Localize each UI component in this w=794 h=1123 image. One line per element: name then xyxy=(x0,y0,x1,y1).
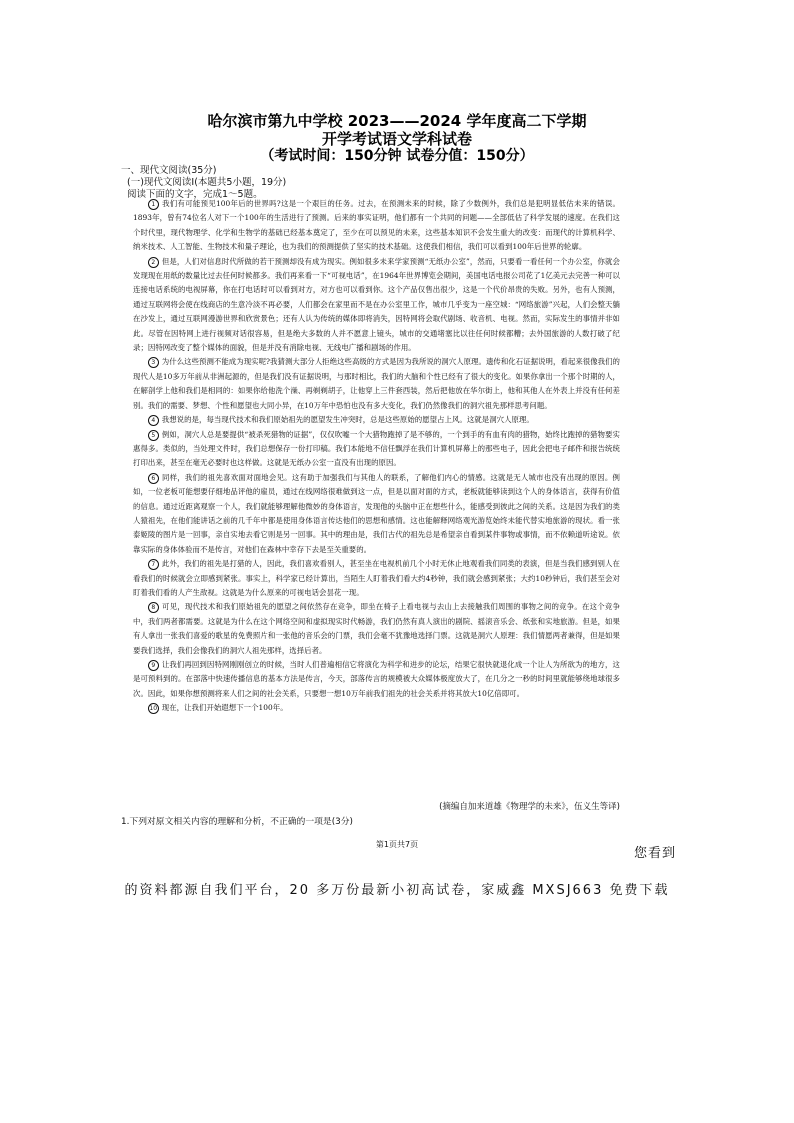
paragraph-number: 6 xyxy=(148,473,159,484)
paragraph-text: 同样，我们的祖先喜欢面对面地会见。这有助于加强我们与其他人的联系，了解他们内心的情感。这就是无人城市也没有出现的原因。例如，一位老板可能想要仔细地品评他的雇员，通过在线网络很难做到这一点，但是以面对面的方式，老板就能够读到这个人的身体语言，获得有价值的信息。通过近距离观察一个人，我们就能够理解他微妙的身体语言，发现他的头脑中正在想些什么，能感受到彼此之间的关系。这是因为我们的类人猿祖先，在他们能讲话之前的几千年中都是使用身体语言传达他们的思想和感情。这也能解释网络观光游览始终未能代替实地旅游的现状。看一张泰姬陵的图片是一回事，亲自实地去看它则是另一回事。其中的理由是，我们古代的祖先总是希望亲自看到某件事物或事情，而不依赖道听途说。依靠实际的身体体验而不是传言，对他们在森林中幸存下去是至关重要的。 xyxy=(133,472,620,554)
paragraph-number: 8 xyxy=(148,602,159,613)
paragraph-text: 我想说的是，每当现代技术和我们原始祖先的愿望发生冲突时，总是这些原始的愿望占上风。这就是洞穴人原理。 xyxy=(161,415,534,425)
paragraph-number: 7 xyxy=(148,559,159,570)
paragraph-text: 此外，我们的祖先是打猎的人，因此，我们喜欢看别人，甚至坐在电视机前几个小时无休止地观看我们同类的表演，但是当我们感到别人在看我们的时候就会立即感到紧张。事实上，科学家已经计算出，当陌生人盯着我们看大约4秒钟，我们就会感到紧张；大约10秒钟后，我们甚至会对盯着我们看的人产生敌视。这就是为什么原来的可视电话会昙花一现。 xyxy=(133,559,620,597)
section-heading: 一、现代文阅读(35分) xyxy=(121,165,217,176)
exam-info: （考试时间：150分钟 试卷分值：150分） xyxy=(260,148,534,164)
paragraph-number: 1 xyxy=(148,199,159,210)
promo-text-right: 您看到 xyxy=(634,846,677,861)
question-1: 1.下列对原文相关内容的理解和分析，不正确的一项是(3分) xyxy=(121,817,353,827)
paragraph-text: 为什么这些预测不能成为现实呢?我猜测大部分人拒绝这些高级的方式是因为我所说的洞穴人原理。遗传和化石证据说明，看起来很像我们的现代人是10多万年前从非洲起源的，但是我们没有证据说明，与那时相比，我们的大脑和个性已经有了很大的变化。如果你拿出一个那个时期的人，在解剖学上他和我们是相同的：如果你给他洗个澡、再剃剃胡子，让他穿上三件套西装，然后把他放在华尔街上，他和其他人在外表上并没有任何差别。我们的需要、梦想、个性和愿望也大同小异，在10万年中恐怕也没有多大变化，我们仍然像我们的洞穴祖先那样思考问题。 xyxy=(133,357,620,410)
paragraph-2 xyxy=(133,255,620,356)
paragraph-8 xyxy=(133,600,620,658)
promo-text-line: 的资料都源自我们平台，20 多万份最新小初高试卷，家威鑫 MXSJ663 免费下载 xyxy=(124,883,670,898)
paragraph-4 xyxy=(133,413,620,427)
passage-body xyxy=(133,197,620,716)
exam-title-line2: 开学考试语文学科试卷 xyxy=(321,130,472,148)
paragraph-text: 但是，人们对信息时代所做的若干预测却没有成为现实。例如很多未来学家预测“无纸办公室”，然而，只要看一看任何一个办公室，你就会发现现在用纸的数量比过去任何时候都多。我们再来看一下“可视电话”，在1964年世界博览会期间，美国电话电报公司花了1亿美元去完善一种可以连接电话系统的电视屏幕，你在打电话时可以看到对方，对方也可以看到你。这个产品仅售出很少，这是一个代价昂贵的失败。另外，也有人预测，通过互联网将会使在线商店的生意冷淡不再必要，人们都会在家里而不是在办公室里工作，城市几乎变为一座空城：“网络旅游”兴起，人们会整天躺在沙发上，通过互联网漫游世界和欣赏景色；还有人认为传统的媒体即将消失，因特网将会取代剧场、收音机、电视。然而，实际发生的事情并非如此。尽管在因特网上进行视频对话很容易，但是绝大多数的人并不愿意上镜头，城市的交通堵塞比以往任何时候都糟；去外国旅游的人数打破了纪录；因特网改变了整个媒体的面貌，但是并没有消除电视、无线电广播和剧场的作用。 xyxy=(133,256,620,353)
page-number: 第1页共7页 xyxy=(375,840,419,849)
paragraph-text: 可见，现代技术和我们原始祖先的愿望之间依然存在竞争，即坐在椅子上看电视与去山上去接触我们周围的事物之间的竞争。在这个竞争中，我们两者都需要。这就是为什么在这个网络空间和虚拟现实时代畅游，我们仍然有真人演出的剧院、摇滚音乐会、纸张和实地旅游。但是，如果有人拿出一张我们喜爱的歌星的免费照片和一张他的音乐会的门票，我们会毫不犹豫地选择门票。这就是洞穴人原理：我们情愿两者兼得，但是如果要我们选择，我们会像我们的洞穴人祖先那样，选择后者。 xyxy=(133,602,620,655)
paragraph-6 xyxy=(133,471,620,557)
subsection-heading: (一)现代文阅读Ⅰ(本题共5小题，19分) xyxy=(127,177,287,188)
paragraph-5 xyxy=(133,428,620,471)
paragraph-text: 例如，洞穴人总是要提供“被杀死猎物的证据”，仅仅吹嘘一个大猎物跑掉了是不够的，一个到手的有血有肉的猎物，始终比跑掉的猎物要实惠得多。类似的，当处理文件时，我们总想保存一份打印稿。我们本能地不信任飘浮在我们计算机屏幕上的那些电子，因此会把电子邮件和报告统统打印出来，甚至在毫无必要时也这样做。这就是无纸办公室一直没有出现的原因。 xyxy=(133,429,620,468)
paragraph-text: 让我们再回到因特网刚刚创立的时候，当时人们普遍相信它将演化为科学和进步的论坛，结果它很快就退化成一个让人为所欲为的地方，这是可预料到的。在部落中快速传播信息的基本方法是传言，今天，部落传言的规模被大众媒体极度放大了，在几分之一秒的时间里就能够绕地球很多次。因此，如果你想预测将来人们之间的社会关系，只要想一想10万年前我们祖先的社会关系并将其放大10亿倍即可。 xyxy=(133,660,620,698)
paragraph-text: 我们有可能预见100年后的世界吗?这是一个艰巨的任务。过去，在预测未来的时候，除了少数例外，我们总是犯明显低估未来的错误。1893年，曾有74位名人对下一个100年的生活进行了预测。后来的事实证明，他们都有一个共同的问题——全部低估了科学发展的速度。在我们这个时代里，现代物理学、化学和生物学的基础已经基本奠定了，至少在可以预见的未来，这些基本知识不会发生重大的改变：而现代的计算机科学、纳米技术、人工智能、生物技术和量子理论，也为我们的预测提供了坚实的技术基础。这使我们相信，我们可以看到100年后世界的轮廓。 xyxy=(133,199,620,252)
source-citation: (摘编自加来道雄《物理学的未来》，伍义生等译) xyxy=(439,802,620,812)
paragraph-number: 5 xyxy=(148,430,159,441)
paragraph-1 xyxy=(133,197,620,255)
paragraph-number: 10 xyxy=(149,705,158,713)
paragraph-7 xyxy=(133,557,620,600)
exam-title-line1: 哈尔滨市第九中学校 2023——2024 学年度高二下学期 xyxy=(207,112,587,130)
paragraph-number: 2 xyxy=(148,257,159,268)
paragraph-text: 现在，让我们开始遐想下一个100年。 xyxy=(161,703,288,713)
paragraph-10 xyxy=(133,701,620,715)
paragraph-number: 3 xyxy=(148,357,159,368)
paragraph-number: 9 xyxy=(148,660,159,671)
reading-instruction: 阅读下面的文字，完成1～5题。 xyxy=(127,189,263,200)
paragraph-number: 4 xyxy=(148,415,159,426)
paragraph-3 xyxy=(133,355,620,413)
paragraph-9 xyxy=(133,658,620,701)
